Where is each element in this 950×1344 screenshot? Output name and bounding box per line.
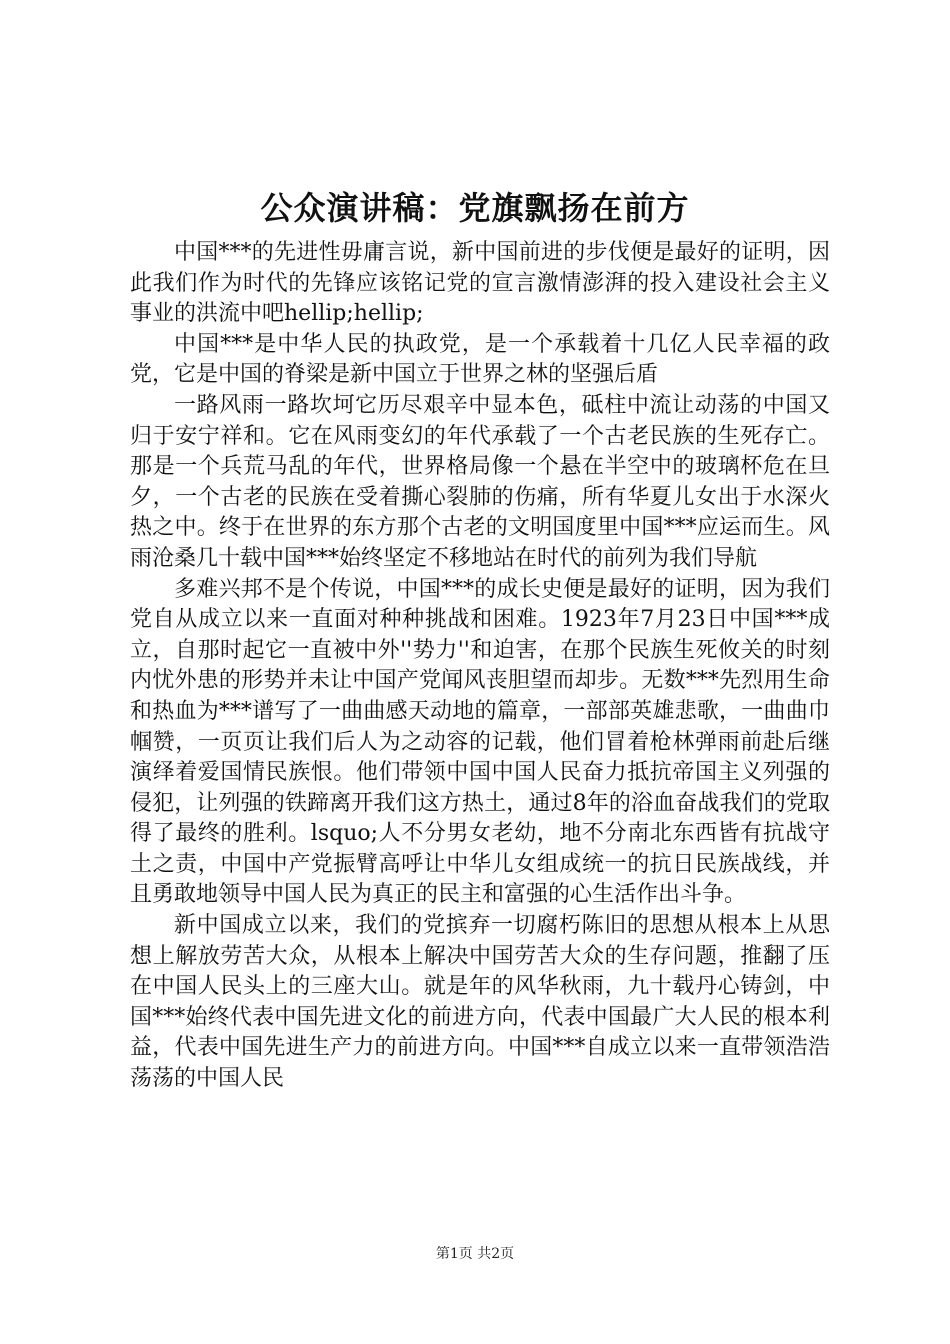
document-body: [130, 238, 830, 1095]
paragraph-1: 中国***的先进性毋庸言说，新中国前进的步伐便是最好的证明，因此我们作为时代的先锋应该铭记党的宣言激情澎湃的投入建设社会主义事业的洪流中吧hellip;hellip;: [130, 240, 830, 327]
document-title: 公众演讲稿：党旗飘扬在前方: [260, 189, 690, 227]
paragraph-3: 一路风雨一路坎坷它历尽艰辛中显本色，砥柱中流让动荡的中国又归于安宁祥和。它在风雨变幻的年代承载了一个古老民族的生死存亡。那是一个兵荒马乱的年代，世界格局像一个悬在半空中的玻璃杯危在旦夕，一个古老的民族在受着撕心裂肺的伤痛，所有华夏儿女出于水深火热之中。终于在世界的东方那个古老的文明国度里中国***应运而生。风雨沧桑几十载中国***始终坚定不移地站在时代的前列为我们导航: [130, 392, 830, 571]
paragraph-5: 新中国成立以来，我们的党摈弃一切腐朽陈旧的思想从根本上从思想上解放劳苦大众，从根本上解决中国劳苦大众的生存问题，推翻了压在中国人民头上的三座大山。就是年的风华秋雨，九十载丹心铸剑，中国***始终代表中国先进文化的前进方向，代表中国最广大人民的根本利益，代表中国先进生产力的前进方向。中国***自成立以来一直带领浩浩荡荡的中国人民: [130, 913, 830, 1092]
paragraph-4: 多难兴邦不是个传说，中国***的成长史便是最好的证明，因为我们党自从成立以来一直面对种种挑战和困难。1923年7月23日中国***成立，自那时起它一直被中外''势力''和迫害，在那个民族生死攸关的时刻内忧外患的形势并未让中国产党闻风丧胆望而却步。无数***先烈用生命和热血为***谱写了一曲曲感天动地的篇章，一部部英雄悲歌，一曲曲巾帼赞，一页页让我们后人为之动容的记载，他们冒着枪林弹雨前赴后继演绎着爱国情民族恨。他们带领中国中国人民奋力抵抗帝国主义列强的侵犯，让列强的铁蹄离开我们这方热土，通过8年的浴血奋战我们的党取得了最终的胜利。lsquo;人不分男女老幼，地不分南北东西皆有抗战守土之责，中国中产党振臂高呼让中华儿女组成统一的抗日民族战线，并且勇敢地领导中国人民为真正的民主和富强的心生活作出斗争。: [130, 576, 830, 908]
page-footer: 第1页 共2页: [435, 1246, 515, 1262]
paragraph-2: 中国***是中华人民的执政党，是一个承载着十几亿人民幸福的政党，它是中国的脊梁是新中国立于世界之林的坚强后盾: [130, 331, 830, 388]
